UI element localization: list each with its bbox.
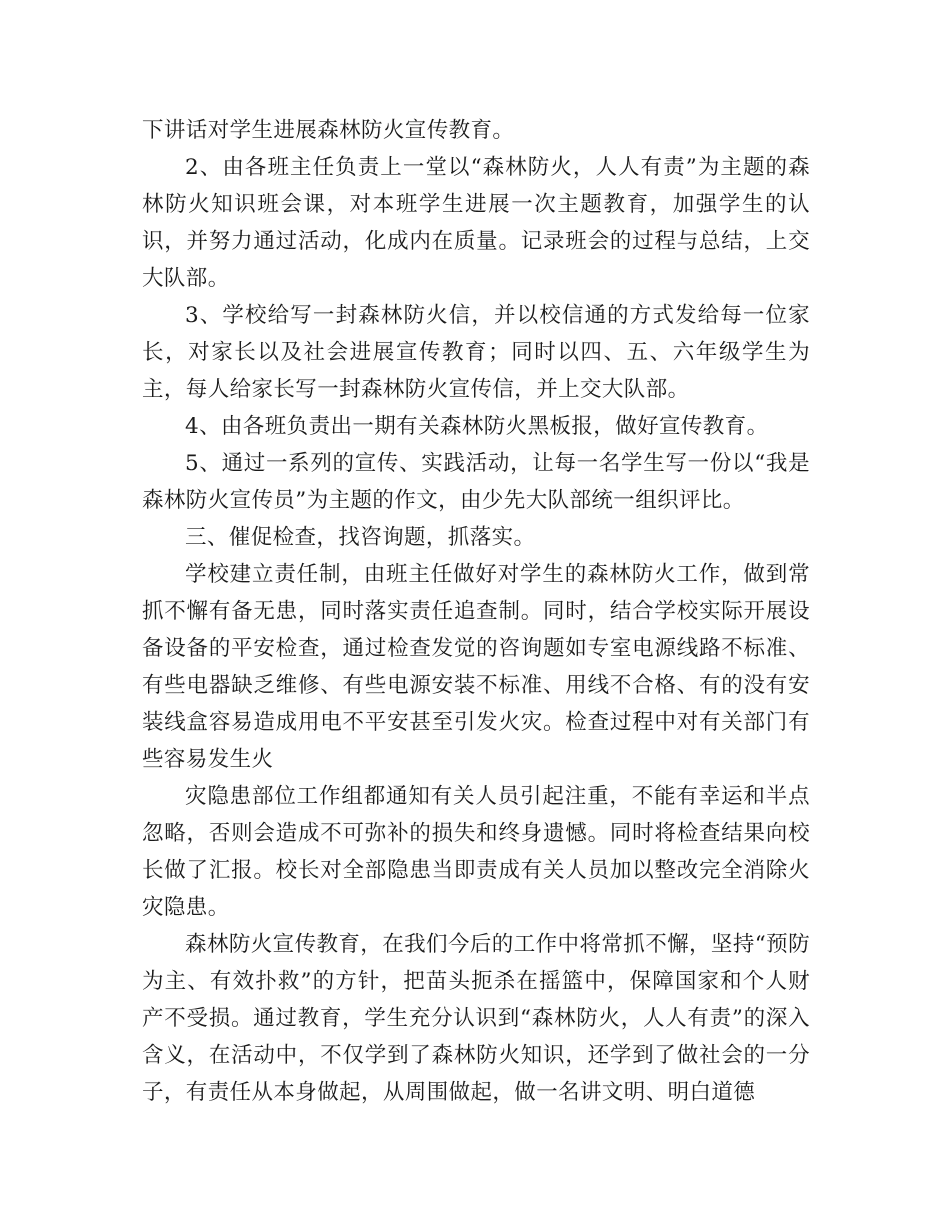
section-heading: 三、催促检查，找咨询题，抓落实。 [185, 525, 536, 550]
paragraph: 5、通过一系列的宣传、实践活动，让每一名学生写一份以“我是森林防火宣传员”为主题的作文，由少先大队部统一组织评比。 [142, 451, 810, 513]
paragraph: 学校建立责任制，由班主任做好对学生的森林防火工作，做到常抓不懈有备无患，同时落实责任追查制。同时，结合学校实际开展设备设备的平安检查，通过检查发觉的咨询题如专室电源线路不标准、有些电器缺乏维修、有些电源安装不标准、用线不合格、有的没有安装线盒容易造成用电不平安甚至引发火灾。检查过程中对有关部门有些容易发生火 [142, 562, 810, 772]
paragraph: 灾隐患部位工作组都通知有关人员引起注重，不能有幸运和半点忽略，否则会造成不可弥补的损失和终身遗憾。同时将检查结果向校长做了汇报。校长对全部隐患当即责成有关人员加以整改完全消除火灾隐患。 [142, 784, 810, 920]
paragraph: 下讲话对学生进展森林防火宣传教育。 [142, 118, 515, 143]
paragraph: 2、由各班主任负责上一堂以“森林防火，人人有责”为主题的森林防火知识班会课，对本班学生进展一次主题教育，加强学生的认识，并努力通过活动，化成内在质量。记录班会的过程与总结，上交大队部。 [142, 155, 810, 291]
paragraph: 3、学校给写一封森林防火信，并以校信通的方式发给每一位家长，对家长以及社会进展宣传教育；同时以四、五、六年级学生为主，每人给家长写一封森林防火宣传信，并上交大队部。 [142, 303, 810, 402]
document-body [142, 112, 810, 1111]
paragraph: 4、由各班负责出一期有关森林防火黑板报，做好宣传教育。 [185, 414, 769, 439]
paragraph: 森林防火宣传教育，在我们今后的工作中将常抓不懈，坚持“预防为主、有效扑救”的方针，把苗头扼杀在摇篮中，保障国家和个人财产不受损。通过教育，学生充分认识到“森林防火，人人有责”的深入含义，在活动中，不仅学到了森林防火知识，还学到了做社会的一分子，有责任从本身做起，从周围做起，做一名讲文明、明白道德 [142, 932, 810, 1105]
